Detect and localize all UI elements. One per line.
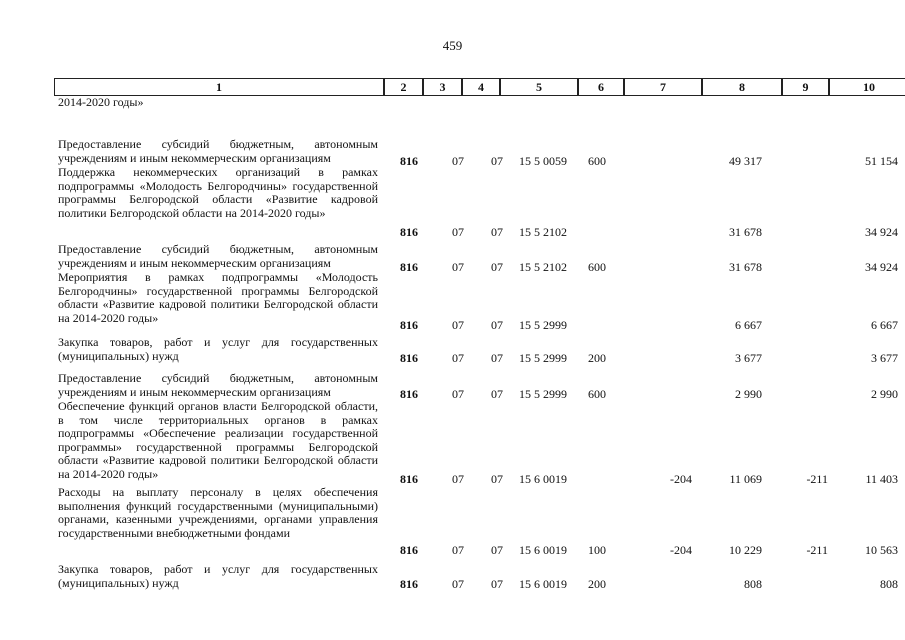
cell-ministry: 816 <box>400 387 418 401</box>
cell-ministry: 816 <box>400 154 418 168</box>
description-cell: Предоставление субсидий бюджетным, автономным учреждениям и иным некоммерческим организациям <box>58 137 378 165</box>
cell-subsection: 07 <box>491 351 503 365</box>
cell-col9: -211 <box>806 543 828 557</box>
table-row <box>0 318 905 332</box>
cell-target-item: 15 6 0019 <box>519 543 567 557</box>
cell-subsection: 07 <box>491 154 503 168</box>
cell-col8: 11 069 <box>729 472 762 486</box>
cell-section: 07 <box>452 260 464 274</box>
cell-section: 07 <box>452 154 464 168</box>
cell-subsection: 07 <box>491 225 503 239</box>
cell-section: 07 <box>452 543 464 557</box>
cell-col8: 2 990 <box>735 387 762 401</box>
cell-expense-type: 600 <box>588 387 606 401</box>
cell-expense-type: 600 <box>588 154 606 168</box>
cell-section: 07 <box>452 351 464 365</box>
cell-subsection: 07 <box>491 543 503 557</box>
cell-target-item: 15 5 0059 <box>519 154 567 168</box>
description-cell: Закупка товаров, работ и услуг для государственных (муниципальных) нужд <box>58 562 378 590</box>
cell-ministry: 816 <box>400 260 418 274</box>
cell-expense-type: 200 <box>588 577 606 591</box>
description-cell: Закупка товаров, работ и услуг для государственных (муниципальных) нужд <box>58 335 378 363</box>
description-cell: Расходы на выплату персоналу в целях обеспечения выполнения функций государственными (муниципальными) органами, казенными учреждениями, органами управления государственными внебюджетными фондами <box>58 485 378 540</box>
cell-col7: -204 <box>670 472 692 486</box>
cell-target-item: 15 5 2999 <box>519 351 567 365</box>
cell-target-item: 15 6 0019 <box>519 577 567 591</box>
cell-col10: 11 403 <box>865 472 898 486</box>
cell-expense-type: 100 <box>588 543 606 557</box>
cell-target-item: 15 5 2102 <box>519 260 567 274</box>
cell-target-item: 15 6 0019 <box>519 472 567 486</box>
cell-target-item: 15 5 2999 <box>519 387 567 401</box>
cell-target-item: 15 5 2102 <box>519 225 567 239</box>
cell-ministry: 816 <box>400 577 418 591</box>
cell-col8: 31 678 <box>729 260 762 274</box>
table-header <box>54 78 905 96</box>
cell-col8: 808 <box>744 577 762 591</box>
cell-col8: 31 678 <box>729 225 762 239</box>
cell-section: 07 <box>452 577 464 591</box>
cell-col8: 6 667 <box>735 318 762 332</box>
cell-col9: -211 <box>806 472 828 486</box>
cell-section: 07 <box>452 387 464 401</box>
header-col-1: 1 <box>54 78 384 96</box>
table-row <box>0 387 905 401</box>
cell-subsection: 07 <box>491 387 503 401</box>
cell-subsection: 07 <box>491 472 503 486</box>
page-number: 459 <box>442 38 463 53</box>
header-col-5: 5 <box>500 78 578 96</box>
cell-expense-type: 200 <box>588 351 606 365</box>
cell-col10: 3 677 <box>871 351 898 365</box>
table-row <box>0 225 905 239</box>
cell-col10: 51 154 <box>865 154 898 168</box>
cell-ministry: 816 <box>400 472 418 486</box>
cell-col10: 10 563 <box>865 543 898 557</box>
header-col-3: 3 <box>423 78 462 96</box>
cell-col10: 808 <box>880 577 898 591</box>
cell-col8: 10 229 <box>729 543 762 557</box>
table-row <box>0 577 905 591</box>
cell-col10: 34 924 <box>865 260 898 274</box>
header-col-2: 2 <box>384 78 423 96</box>
cell-col10: 2 990 <box>871 387 898 401</box>
cell-col7: -204 <box>670 543 692 557</box>
description-cell: Предоставление субсидий бюджетным, автономным учреждениям и иным некоммерческим организациям <box>58 242 378 270</box>
description-cell: Обеспечение функций органов власти Белгородской области, в том числе территориальных органов в рамках подпрограммы «Обеспечение реализации государственной программы» государственной программы Белгородской области «Развитие кадровой политики Белгородской области на 2014-2020 годы» <box>58 399 378 481</box>
header-col-9: 9 <box>782 78 829 96</box>
cell-section: 07 <box>452 225 464 239</box>
header-col-10: 10 <box>829 78 905 96</box>
cell-subsection: 07 <box>491 260 503 274</box>
header-col-6: 6 <box>578 78 624 96</box>
cell-subsection: 07 <box>491 577 503 591</box>
cell-target-item: 15 5 2999 <box>519 318 567 332</box>
cell-col8: 49 317 <box>729 154 762 168</box>
cell-section: 07 <box>452 318 464 332</box>
description-cell: Предоставление субсидий бюджетным, автономным учреждениям и иным некоммерческим организациям <box>58 371 378 399</box>
header-col-4: 4 <box>462 78 500 96</box>
cell-ministry: 816 <box>400 351 418 365</box>
table-row <box>0 543 905 557</box>
table-row <box>0 472 905 486</box>
header-col-8: 8 <box>702 78 782 96</box>
table-row <box>0 260 905 274</box>
description-cell: 2014-2020 годы» <box>58 95 144 109</box>
cell-expense-type: 600 <box>588 260 606 274</box>
cell-col8: 3 677 <box>735 351 762 365</box>
table-row <box>0 351 905 365</box>
cell-ministry: 816 <box>400 543 418 557</box>
cell-ministry: 816 <box>400 318 418 332</box>
cell-ministry: 816 <box>400 225 418 239</box>
description-cell: Мероприятия в рамках подпрограммы «Молодость Белгородчины» государственной программы Белгородской области «Развитие кадровой политики Белгородской области на 2014-2020 годы» <box>58 270 378 325</box>
cell-section: 07 <box>452 472 464 486</box>
description-cell: Поддержка некоммерческих организаций в рамках подпрограммы «Молодость Белгородчины» государственной программы Белгородской области «Развитие кадровой политики Белгородской области на 2014-2020 годы» <box>58 165 378 220</box>
cell-col10: 6 667 <box>871 318 898 332</box>
cell-col10: 34 924 <box>865 225 898 239</box>
table-row <box>0 154 905 168</box>
header-col-7: 7 <box>624 78 702 96</box>
cell-subsection: 07 <box>491 318 503 332</box>
